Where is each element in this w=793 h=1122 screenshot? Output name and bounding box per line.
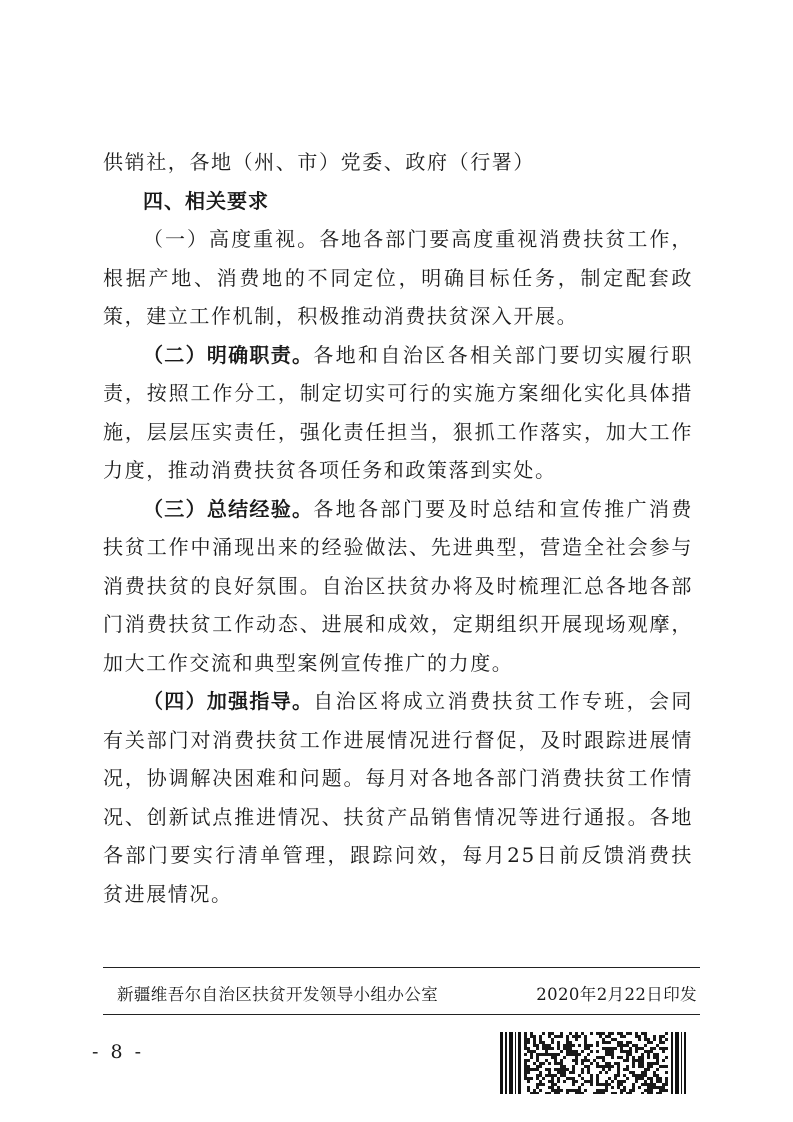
issuer-name: 新疆维吾尔自治区扶贫开发领导小组办公室 bbox=[117, 985, 439, 1004]
footer-top-rule bbox=[103, 967, 700, 968]
paragraph-4-text: 自治区将成立消费扶贫工作专班，会同有关部门对消费扶贫工作进展情况进行督促，及时跟踪进展情况，协调解决困难和问题。每月对各地各部门消费扶贫工作情况、创新试点推进情况、扶贫产品销售情况等进行通报。各地各部门要实行清单管理，跟踪问效，每月25日前反馈消费扶贫进展情况。 bbox=[103, 689, 693, 906]
page-number: - 8 - bbox=[92, 1041, 145, 1063]
footer-bottom-rule bbox=[103, 1014, 700, 1015]
paragraph-3 bbox=[103, 490, 693, 683]
continuation-line: 供销社，各地（州、市）党委、政府（行署） bbox=[103, 150, 535, 174]
document-body bbox=[103, 143, 693, 913]
paragraph-2-text: 各地和自治区各相关部门要切实履行职责，按照工作分工，制定切实可行的实施方案细化实化具体措施，层层压实责任，强化责任担当，狠抓工作落实，加大工作力度，推动消费扶贫各项任务和政策落到实处。 bbox=[103, 342, 693, 482]
paragraph-4-lead: （四）加强指导。 bbox=[143, 689, 314, 713]
paragraph-1 bbox=[103, 220, 693, 336]
paragraph-2-lead: （二）明确职责。 bbox=[143, 342, 314, 367]
issue-date: 2020年2月22日印发 bbox=[536, 985, 697, 1004]
paragraph-4 bbox=[103, 682, 693, 913]
paragraph-1-text: 各地各部门要高度重视消费扶贫工作，根据产地、消费地的不同定位，明确目标任务，制定配套政策，建立工作机制，积极推动消费扶贫深入开展。 bbox=[103, 227, 693, 328]
barcode-icon bbox=[500, 1032, 686, 1094]
paragraph-3-lead: （三）总结经验。 bbox=[143, 496, 314, 521]
section-heading: 四、相关要求 bbox=[143, 188, 269, 213]
paragraph-3-text: 各地各部门要及时总结和宣传推广消费扶贫工作中涌现出来的经验做法、先进典型，营造全社会参与消费扶贫的良好氛围。自治区扶贫办将及时梳理汇总各地各部门消费扶贫工作动态、进展和成效，定期组织开展现场观摩，加大工作交流和典型案例宣传推广的力度。 bbox=[103, 496, 693, 675]
paragraph-1-lead: （一）高度重视。 bbox=[143, 227, 320, 251]
issuance-line bbox=[117, 981, 697, 1005]
paragraph-2 bbox=[103, 336, 693, 490]
